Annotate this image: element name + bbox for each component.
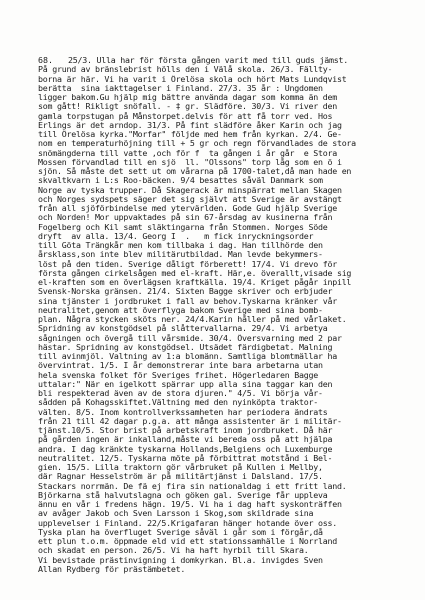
document-line: nom en temperaturhöjning till + 5 gr och regn förvandlades de stora bbox=[38, 139, 356, 149]
document-line: neutralitet,genom att överflyga bakom Sverige med sina bomb- bbox=[38, 305, 323, 315]
document-line: löst på den tiden. Sverige dåligt förberett! 17/4. Vi drevo för bbox=[38, 259, 337, 269]
document-line: tjänst.10/5. Stor brist på arbetskraft inom jordbruket. Då här bbox=[38, 426, 333, 435]
document-line: hästar. Spridning av konstgödsel. Utsädet färdigbetat. Malning bbox=[38, 342, 333, 352]
document-line: Stackars norrmän. De fä ej fira sin nationaldag i ett fritt land. bbox=[38, 481, 347, 491]
document-line: ligger bakom.Gu hjälp mig bättre använda dagar som komma än dem bbox=[38, 93, 337, 102]
document-line: neutralitet. 12/5. Tyskarna möte på förbittrat motstånd i Bel- bbox=[38, 453, 333, 463]
document-line: skvaltkvarn i L:s Roo-bäcken. 9/4 besattes såväl Danmark som bbox=[38, 176, 323, 186]
document-line: uttalar:" När en igelkott spärrar upp alla sina taggar kan den bbox=[38, 379, 333, 389]
document-line: plan. Några stycken sköts ner. 24/4.Karin håller på med vårlaket. bbox=[38, 315, 347, 324]
document-line: där Ragnar Hesselström är på militärtjänst i Dalsland. 17/5. bbox=[38, 472, 323, 482]
document-line: 25/3. Ulla har för första gången varit med till guds jämst. bbox=[68, 56, 348, 65]
document-line: el-kraften som en överlägsen kraftkälla. 19/4. Kriget pågår inpill bbox=[38, 278, 352, 287]
document-line: på gården ingen är inkalland,måste vi bereda oss på att hjälpa bbox=[38, 435, 333, 445]
document-line: Allan Rydberg för prästämbetet. bbox=[38, 564, 186, 574]
document-line: snömängderna till vatte ,och för f ta gången i år går e Stora bbox=[38, 148, 337, 158]
document-line: berätta sina iakttagelser i Finland. 27/3. 35 år : Ungdomen bbox=[38, 83, 323, 93]
document-line: upplevelser i Finland. 22/5.Krigafaran hänger hotande över oss. bbox=[38, 518, 337, 528]
document-line: ännu en vår i fredens hägn. 19/5. Vi ha i dag haft syskonträffen bbox=[38, 500, 342, 509]
document-line: och Norden! Mor uppvaktades på sin 67-årsdag av kusinerna från bbox=[38, 213, 333, 223]
document-line: ett plun t.o.m. öppmade eld vid ett stationssamhälle i Norrland bbox=[38, 537, 337, 546]
document-line: På grund av bränslebrist hölls den i Välå skola. 26/3. Fällty- bbox=[38, 65, 333, 75]
document-line: till Örelösa kyrka."Morfar" följde med hem från kyrkan. 2/4. Ge- bbox=[38, 130, 342, 139]
document-line: dryft av alla. 13/4. Georg I . m fick inryckningsorder bbox=[38, 231, 314, 241]
document-line: Erlings är det arndop. 31/3. På fint slädföre åker Karin och jag bbox=[38, 120, 342, 130]
document-line: Tyska plan ha överfluget Sverige såväl i går som i förgår,då bbox=[38, 527, 323, 537]
document-line: Spridning av konstgödsel på slåttervallarna. 29/4. Vi arbetya bbox=[38, 324, 328, 334]
document-line: sågningen och övergå till vårsmide. 30/4. Översvarning med 2 par bbox=[38, 333, 342, 343]
document-line: till avinmjöl. Valtning av 1:a blomänn. Samtliga blomtmällar ha bbox=[38, 352, 337, 361]
document-line: sådden på Kohagsskiftet.Vältning med den nyinköpta traktor- bbox=[38, 398, 318, 408]
document-line: övervintrat. 1/5. I år demonstrerar inte bara arbetarna utan bbox=[38, 361, 323, 371]
document-line: Fogelberg och Kil samt släktingarna från Stommen. Norges Söde bbox=[38, 222, 328, 232]
document-line: bli respekterad även av de stora djuren." 4/5. Vi börja vår- bbox=[38, 389, 323, 398]
document-line: sina tjänster i jordbruket i fall av behov.Tyskarna kränker vår bbox=[38, 296, 337, 306]
document-line: Björkarna stå halvutslagna och göken gal. Sverige får uppleva bbox=[38, 490, 328, 500]
document-line: gamla torpstugan på Månstorpet.delvis för att få torr ved. Hos bbox=[38, 111, 333, 121]
document-line: av avåger Jakob och Sven Larsson i Skog,som skildrade sina bbox=[38, 509, 314, 519]
document-line: och Norges sydspets säger det sig självt att Sverige är avstängt bbox=[38, 194, 342, 204]
document-line: sjön. Så måste det sett ut om vårarna på 1700-talet,då man hade en bbox=[38, 167, 352, 176]
document-line: från all sjöförbindelse med ytervärlden. Gode Gud hjälp Sverige bbox=[38, 204, 337, 213]
document-line: Vi bevistade prästinvigning i domkyrkan. Bl.a. invigdes Sven bbox=[38, 555, 323, 565]
document-line: årsklass,son inte blev militärutbildad. Man levde bekymmers- bbox=[38, 250, 323, 260]
page-number: 68. bbox=[38, 55, 53, 65]
document-line: gien. 15/5. Lilla traktorn gör vårbruket på Kullen i Mellby, bbox=[38, 463, 323, 472]
document-line: första gången cirkelsågen med el-kraft. Här,e. överallt,visade sig bbox=[38, 268, 352, 278]
document-line: Mossen förvandlad till en sjö ll. "Olssons" torp låg som en ö i bbox=[38, 157, 342, 167]
document-line: hela svenska folket för Sveriges frihet. Högerledaren Bagge bbox=[38, 370, 318, 380]
document-line: välten. 8/5. Inom kontrollverkssamheten har periodera ändrats bbox=[38, 407, 328, 417]
document-line: Norge av tyska trupper. Då Skagerack är minspärrat mellan Skagen bbox=[38, 185, 342, 195]
document-line: andra. I dag kränkte tyskarna Hollands,Belgiens och Luxemburge bbox=[38, 444, 333, 454]
document-line: till Göta Trängkår men kom tillbaka i dag. Han tillhörde den bbox=[38, 241, 323, 250]
document-line: från 21 till 42 dagar p.g.a. att många assistenter är i militär- bbox=[38, 416, 342, 426]
document-line: och skadat en person. 26/5. Vi ha haft hyrbil till Skara. bbox=[38, 546, 309, 556]
document-line: borna är här. Vi ha varit i Örelösa skola och hört Mats Lundqvist bbox=[38, 74, 347, 84]
document-line: som gått! Rikligt snöfall. - ‡ gr. Slädföre. 30/3. Vi river den bbox=[38, 102, 337, 112]
document-line: Svensk-Norska gränsen. 21/4. Sixten Bagge skriver och erbjuder bbox=[38, 287, 333, 297]
